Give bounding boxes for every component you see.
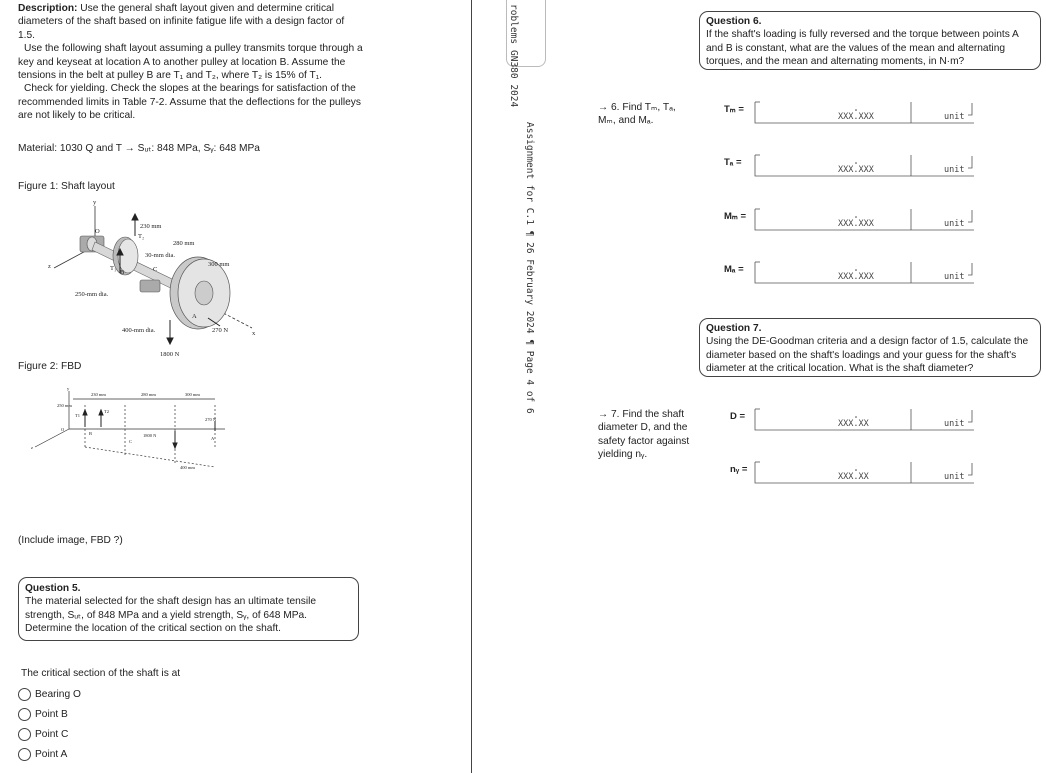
format-hint: XXX.XX: [838, 419, 869, 429]
fig2-c: C: [129, 439, 133, 444]
question6-title: Question 6.: [706, 16, 762, 27]
format-hint: XXX.XXX: [838, 112, 874, 122]
radio-circle-icon[interactable]: [18, 748, 31, 761]
answer-input[interactable]: [754, 101, 976, 125]
radio-circle-icon[interactable]: [18, 708, 31, 721]
question5-prompt: The critical section of the shaft is at: [21, 668, 181, 679]
answer-input[interactable]: [754, 261, 976, 285]
unit-selector[interactable]: unit: [944, 472, 965, 482]
fig2-t1: T1: [75, 413, 80, 418]
fig2-dia250: 250 mm: [57, 403, 72, 408]
course-code: GN380 2024: [508, 50, 519, 108]
course-label: roblems: [508, 4, 519, 45]
question6-box: [699, 11, 1041, 70]
format-hint: XXX.XXX: [838, 165, 874, 175]
answer-label: nᵧ =: [730, 464, 748, 475]
radio-point-c[interactable]: [18, 728, 68, 741]
description-layout-text: Use the following shaft layout assuming a pulley transmits torque through a key and keyseat at location A to another pulley at location B. Assume the tensions in the belt at pulley B are T₁ and T₂, where T₂ is 15% of T₁.: [18, 43, 363, 82]
fbd-figure: [25, 385, 245, 480]
radio-circle-icon[interactable]: [18, 728, 31, 741]
fig1-dia400: 400-mm dia.: [122, 327, 156, 334]
page-divider: [471, 0, 472, 773]
question7-title: Question 7.: [706, 323, 762, 334]
fig1-d230: 230 mm: [140, 223, 162, 230]
fig1-d300: 300 mm: [208, 261, 230, 268]
fig2-z: z: [31, 445, 33, 450]
fig2-f270: 270 N: [205, 417, 217, 422]
fig2-a: A: [211, 436, 215, 441]
question6-body: If the shaft's loading is fully reversed and the torque between points A and B is constant, what are the values of the mean and alternating torques, and the mean and alternating moments, in N·m?: [706, 29, 1019, 68]
answer-label: Mₐ =: [724, 264, 744, 275]
fig2-dia400: 400 mm: [180, 465, 195, 470]
fig2-o: O: [61, 427, 65, 432]
question6-instruction: → 6. Find Tₘ, Tₐ, Mₘ, and Mₐ.: [598, 102, 676, 127]
pulley-b: [113, 237, 138, 275]
fig1-a: A: [192, 313, 197, 320]
unit-selector[interactable]: unit: [944, 112, 965, 122]
fig1-y: y: [93, 199, 97, 206]
radio-point-a[interactable]: [18, 748, 67, 761]
format-hint: XXX.XXX: [838, 272, 874, 282]
question5-box: [18, 577, 359, 641]
question7-body: Using the DE-Goodman criteria and a design factor of 1.5, calculate the diameter based on the shaft's loadings and your guess for the shaft's diameter at the critical location. What is the shaft diameter?: [706, 336, 1029, 375]
unit-selector[interactable]: unit: [944, 165, 965, 175]
radio-bearing-o[interactable]: [18, 688, 81, 701]
description-label: Description:: [18, 3, 78, 14]
answer-input[interactable]: [754, 461, 976, 485]
figure2-caption: Figure 2: FBD: [18, 361, 82, 372]
unit-selector[interactable]: unit: [944, 419, 965, 429]
answer-input[interactable]: [754, 408, 976, 432]
fig1-dia30: 30-mm dia.: [145, 252, 175, 259]
fig1-x: x: [252, 330, 256, 337]
fig1-dia250: 250-mm dia.: [75, 291, 109, 298]
fig2-d280: 280 mm: [141, 392, 156, 397]
page-footer: Assignment for C.1 ¶ 26 February 2024 ¶ Page 4 of 6: [524, 122, 535, 414]
question7-box: [699, 318, 1041, 377]
fig1-b: B: [120, 269, 125, 276]
format-hint: XXX.XX: [838, 472, 869, 482]
radio-circle-icon[interactable]: [18, 688, 31, 701]
fig2-d230: 230 mm: [91, 392, 106, 397]
fig2-d300: 300 mm: [185, 392, 200, 397]
fig2-b: B: [89, 431, 93, 436]
unit-selector[interactable]: unit: [944, 219, 965, 229]
question5-body: The material selected for the shaft design has an ultimate tensile strength, Sᵤₜ, of 848 MPa and a yield strength, Sᵧ, of 648 MPa. Determine the location of the critical section on the shaft.: [25, 596, 317, 635]
fig2-f1800: 1800 N: [143, 433, 157, 438]
answer-input[interactable]: [754, 154, 976, 178]
question7-instruction: → 7. Find the shaft diameter D, and the safety factor against yielding nᵧ.: [598, 409, 690, 461]
shaft-layout-figure: [40, 198, 270, 363]
format-hint: XXX.XXX: [838, 219, 874, 229]
unit-selector[interactable]: unit: [944, 272, 965, 282]
material-spec: Material: 1030 Q and T → Sᵤₜ: 848 MPa, Sᵧ: 648 MPa: [18, 143, 260, 154]
radio-label: Bearing O: [35, 689, 81, 700]
bearing-c: [140, 280, 160, 292]
radio-label: Point B: [35, 709, 68, 720]
include-note: (Include image, FBD ?): [18, 535, 123, 546]
answer-input[interactable]: [754, 208, 976, 232]
description-text: Use the general shaft layout given and determine critical diameters of the shaft based on infinite fatigue life with a design factor of 1.5.: [18, 3, 345, 41]
fig1-t2: T₂: [138, 233, 145, 240]
figure1-caption: Figure 1: Shaft layout: [18, 181, 115, 192]
radio-point-b[interactable]: [18, 708, 68, 721]
radio-label: Point C: [35, 729, 69, 740]
fig1-f270: 270 N: [212, 327, 229, 334]
fig1-o: O: [95, 228, 100, 235]
answer-label: Mₘ =: [724, 211, 747, 222]
answer-label: Tₘ =: [724, 104, 744, 115]
fig1-z: z: [48, 263, 51, 270]
answer-label: D =: [730, 411, 746, 422]
fig2-t2: T2: [104, 409, 109, 414]
fig1-c: C: [153, 266, 158, 273]
fig1-f1800: 1800 N: [160, 351, 180, 358]
description: [18, 2, 363, 123]
fig1-t1: T₁: [110, 265, 117, 272]
description-check-text: Check for yielding. Check the slopes at the bearings for satisfaction of the recommended limits in Table 7-2. Assume that the deflections for the pulleys are not likely to be critical.: [18, 83, 361, 122]
radio-label: Point A: [35, 749, 68, 760]
answer-label: Tₐ =: [724, 157, 742, 168]
fig1-d280: 280 mm: [173, 240, 195, 247]
fig2-y: y: [67, 386, 70, 391]
question5-title: Question 5.: [25, 583, 81, 594]
